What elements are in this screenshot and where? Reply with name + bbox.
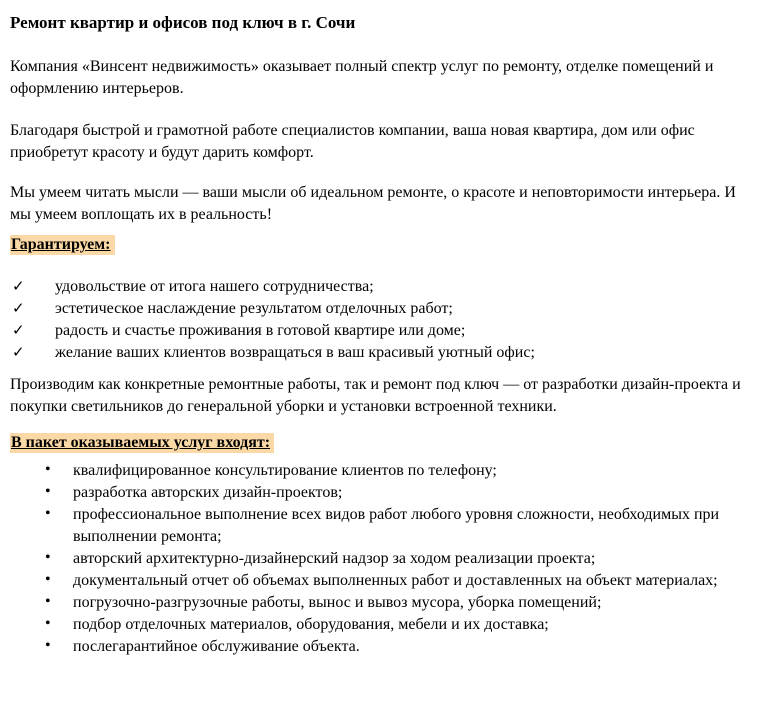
bullet-icon: • bbox=[45, 505, 51, 522]
checkmark-icon: ✓ bbox=[12, 301, 25, 317]
list-item-label: профессиональное выполнение всех видов работ любого уровня сложности, необходимых при выполнении ремонта; bbox=[73, 506, 720, 545]
guarantee-heading-row bbox=[10, 234, 754, 256]
list-item-label: желание ваших клиентов возвращаться в ваш красивый уютный офис; bbox=[55, 344, 535, 361]
list-item-label: послегарантийное обслуживание объекта. bbox=[73, 638, 360, 655]
checkmark-icon: ✓ bbox=[12, 323, 25, 339]
bullet-icon: • bbox=[45, 571, 51, 588]
guarantee-heading: Гарантируем: bbox=[10, 235, 115, 255]
middle-paragraph: Производим как конкретные ремонтные работы, так и ремонт под ключ — от разработки дизайн-проекта и покупки светильников до генеральной уборки и установки встроенной техники. bbox=[10, 376, 741, 415]
bullet-icon: • bbox=[45, 461, 51, 478]
bullet-icon: • bbox=[45, 615, 51, 632]
intro-paragraph-3: Мы умеем читать мысли — ваши мысли об идеальном ремонте, о красоте и неповторимости интерьера. И мы умеем воплощать их в реальность! bbox=[10, 184, 736, 223]
list-item-label: эстетическое наслаждение результатом отделочных работ; bbox=[55, 300, 453, 317]
page-title: Ремонт квартир и офисов под ключ в г. Сочи bbox=[10, 13, 356, 32]
list-item-label: документальный отчет об объемах выполненных работ и доставленных на объект материалах; bbox=[73, 572, 718, 589]
list-item bbox=[10, 276, 754, 298]
list-item-label: радость и счастье проживания в готовой квартире или доме; bbox=[55, 322, 466, 339]
list-item bbox=[10, 320, 754, 342]
list-item bbox=[10, 570, 754, 592]
list-item-label: погрузочно-разгрузочные работы, вынос и вывоз мусора, уборка помещений; bbox=[73, 594, 602, 611]
services-list bbox=[10, 460, 754, 658]
list-item-label: удовольствие от итога нашего сотрудничества; bbox=[55, 278, 374, 295]
list-item bbox=[10, 614, 754, 636]
list-item bbox=[10, 460, 754, 482]
list-item-label: разработка авторских дизайн-проектов; bbox=[73, 484, 343, 501]
list-item bbox=[10, 342, 754, 364]
list-item-label: авторский архитектурно-дизайнерский надзор за ходом реализации проекта; bbox=[73, 550, 596, 567]
list-item-label: подбор отделочных материалов, оборудования, мебели и их доставка; bbox=[73, 616, 549, 633]
list-item-label: квалифицированное консультирование клиентов по телефону; bbox=[73, 462, 497, 479]
checkmark-icon: ✓ bbox=[12, 279, 25, 295]
list-item bbox=[10, 504, 754, 548]
list-item bbox=[10, 592, 754, 614]
bullet-icon: • bbox=[45, 549, 51, 566]
list-item bbox=[10, 298, 754, 320]
bullet-icon: • bbox=[45, 593, 51, 610]
services-heading: В пакет оказываемых услуг входят: bbox=[10, 433, 274, 453]
list-item bbox=[10, 636, 754, 658]
guarantee-list bbox=[10, 276, 754, 364]
intro-paragraph-2: Благодаря быстрой и грамотной работе специалистов компании, ваша новая квартира, дом или офис приобретут красоту и будут дарить комфорт. bbox=[10, 122, 695, 161]
bullet-icon: • bbox=[45, 483, 51, 500]
list-item bbox=[10, 482, 754, 504]
list-item bbox=[10, 548, 754, 570]
intro-paragraph-1: Компания «Винсент недвижимость» оказывает полный спектр услуг по ремонту, отделке помещений и оформлению интерьеров. bbox=[10, 58, 714, 97]
bullet-icon: • bbox=[45, 637, 51, 654]
services-heading-row bbox=[10, 432, 754, 454]
checkmark-icon: ✓ bbox=[12, 345, 25, 361]
